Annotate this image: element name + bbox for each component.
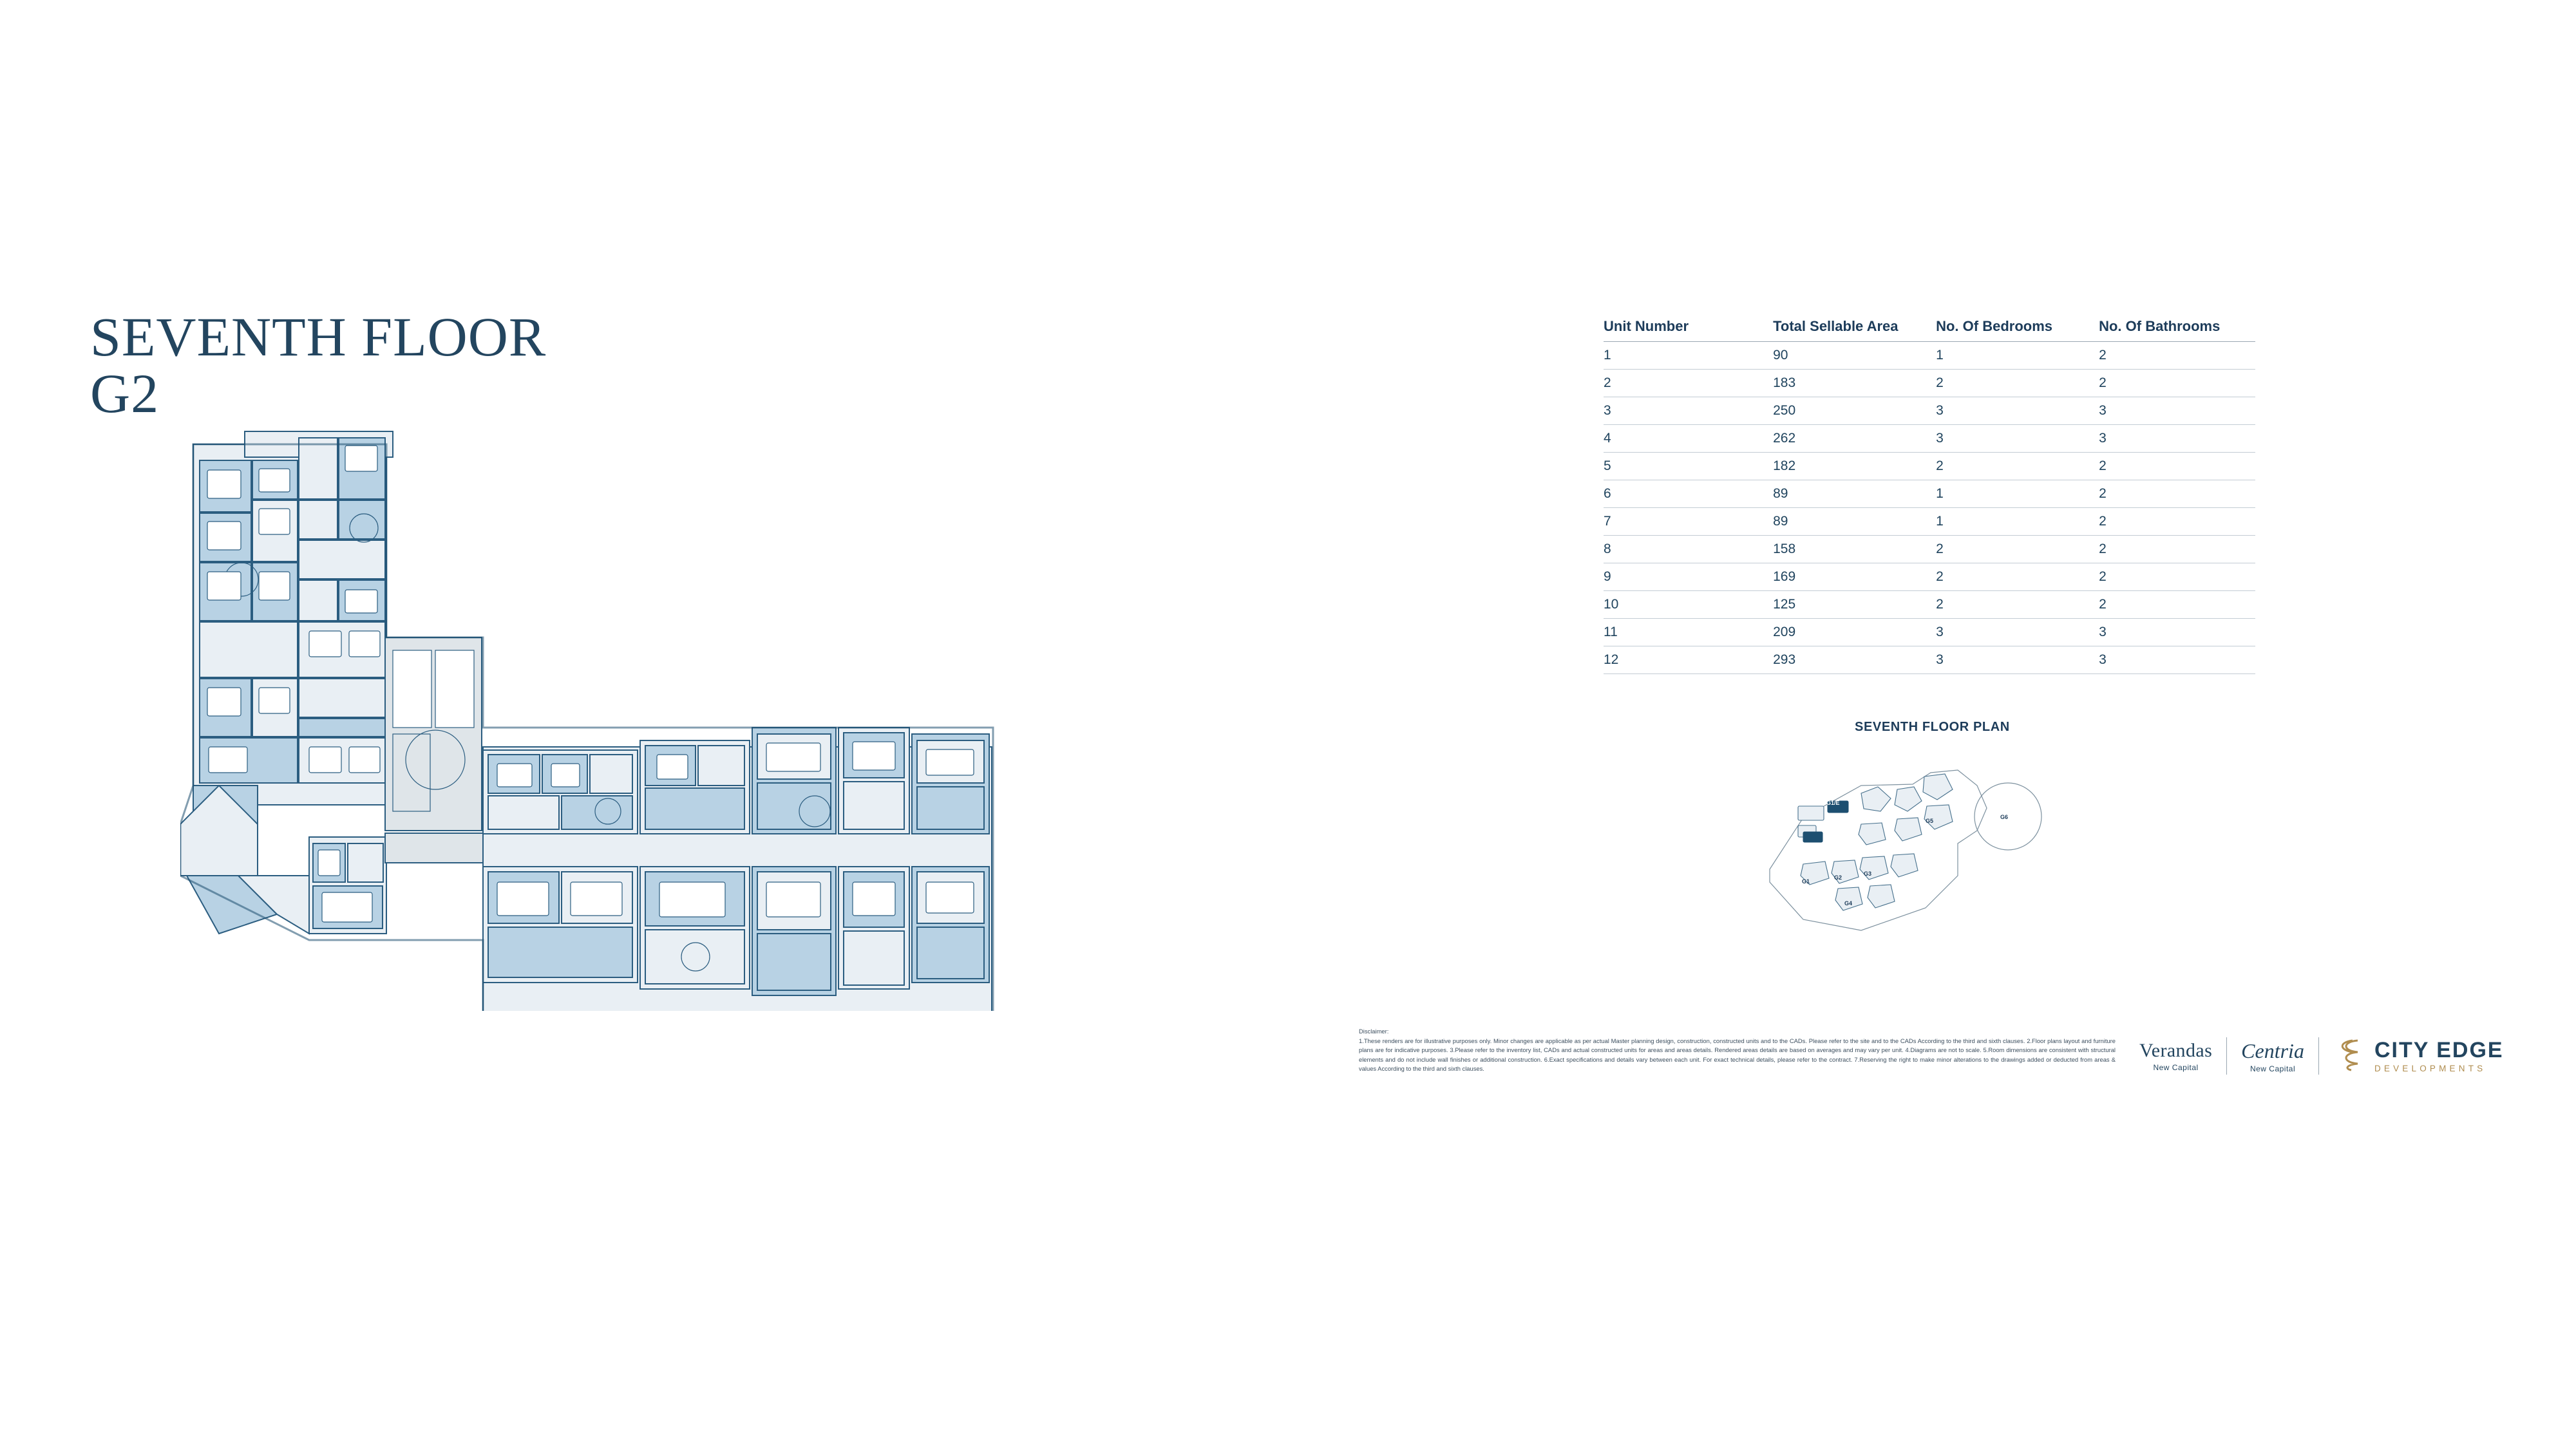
cell-bedrooms: 1 [1936, 508, 2099, 536]
floor-plan-drawing [180, 425, 1095, 1011]
keyplan-label-g1: G1 [1802, 878, 1810, 885]
cell-area: 89 [1773, 480, 1936, 508]
centria-logo-sub: New Capital [2249, 1064, 2296, 1073]
cell-area: 209 [1773, 619, 1936, 646]
table-row [1604, 370, 2255, 397]
cell-bedrooms: 2 [1936, 563, 2099, 591]
verandas-logo-main: Verandas [2139, 1040, 2213, 1061]
table-row [1604, 536, 2255, 563]
cell-bedrooms: 2 [1936, 370, 2099, 397]
unit-schedule-table [1604, 315, 2255, 674]
cell-bathrooms: 2 [2099, 453, 2255, 480]
cell-unit-number: 9 [1604, 563, 1773, 591]
page-title-line-2: G2 [90, 362, 160, 424]
table-row [1604, 591, 2255, 619]
cell-area: 183 [1773, 370, 1936, 397]
cell-area: 89 [1773, 508, 1936, 536]
table-header-total-sellable-area: Total Sellable Area [1773, 315, 1936, 342]
table-row [1604, 425, 2255, 453]
city-edge-logo [2319, 1037, 2504, 1076]
table-row [1604, 342, 2255, 370]
cell-unit-number: 1 [1604, 342, 1773, 370]
cell-unit-number: 6 [1604, 480, 1773, 508]
cell-unit-number: 12 [1604, 646, 1773, 674]
cell-area: 169 [1773, 563, 1936, 591]
plan-east-wing [483, 728, 992, 1011]
cell-bathrooms: 2 [2099, 370, 2255, 397]
cell-bedrooms: 3 [1936, 425, 2099, 453]
keyplan-diagram [1765, 747, 2099, 940]
keyplan-label-g6: G6 [2000, 814, 2009, 820]
cell-area: 293 [1773, 646, 1936, 674]
table-row [1604, 397, 2255, 425]
disclaimer-heading: Disclaimer: [1359, 1028, 1389, 1035]
cell-area: 262 [1773, 425, 1936, 453]
cell-bathrooms: 3 [2099, 397, 2255, 425]
disclaimer [1359, 1027, 2116, 1074]
cell-bedrooms: 1 [1936, 342, 2099, 370]
centria-logo [2227, 1039, 2318, 1073]
cell-unit-number: 10 [1604, 591, 1773, 619]
table-header-row [1604, 315, 2255, 342]
cell-bathrooms: 3 [2099, 619, 2255, 646]
cell-area: 125 [1773, 591, 1936, 619]
page-title [90, 306, 547, 424]
cell-area: 250 [1773, 397, 1936, 425]
cell-area: 90 [1773, 342, 1936, 370]
centria-logo-main: Centria [2241, 1039, 2304, 1062]
cell-bedrooms: 1 [1936, 480, 2099, 508]
city-edge-logo-sub: DEVELOPMENTS [2374, 1063, 2486, 1073]
keyplan-label-g1e: G1/E [1826, 800, 1840, 806]
cell-bathrooms: 2 [2099, 480, 2255, 508]
cell-unit-number: 2 [1604, 370, 1773, 397]
cell-bedrooms: 2 [1936, 453, 2099, 480]
table-row [1604, 453, 2255, 480]
keyplan-label-g4: G4 [1844, 900, 1853, 907]
cell-bathrooms: 2 [2099, 563, 2255, 591]
keyplan-label-g5: G5 [1926, 818, 1934, 824]
table-header-no-of-bedrooms: No. Of Bedrooms [1936, 315, 2099, 342]
plan-north-wing [180, 431, 393, 934]
cell-unit-number: 5 [1604, 453, 1773, 480]
cell-bedrooms: 3 [1936, 397, 2099, 425]
keyplan-label-g2: G2 [1834, 874, 1842, 881]
table-row [1604, 508, 2255, 536]
table-row [1604, 646, 2255, 674]
keyplan-title: SEVENTH FLOOR PLAN [1855, 720, 2010, 734]
cell-bathrooms: 2 [2099, 536, 2255, 563]
logo-bar [2125, 1027, 2504, 1085]
cell-bathrooms: 2 [2099, 342, 2255, 370]
table-header-unit-number: Unit Number [1604, 315, 1773, 342]
cell-bathrooms: 3 [2099, 646, 2255, 674]
cell-bathrooms: 3 [2099, 425, 2255, 453]
verandas-logo [2125, 1040, 2226, 1072]
disclaimer-body: 1.These renders are for illustrative purposes only. Minor changes are applicable as per actual Master planning design, construction, constructed units and to the CADs. Please refer to the site and to the CADs According to the third and sixth clauses. 2.Floor plans layout and furniture plans are for indicative purposes. 3.Please refer to the inventory list, CADs and actual constructed units for areas and areas details. Rendered areas details are based on averages and may vary per unit. 4.Diagrams are not to scale. 5.Room dimensions are consistent with structural elements and do not include wall finishes or additional construction. 6.Exact specifications and details vary between each unit. For exact technical details, please refer to the contract. 7.Reserving the right to make minor alterations to the drawings added or deducted from areas & values According to the third and sixth clauses. [1359, 1037, 2116, 1073]
table-header-no-of-bathrooms: No. Of Bathrooms [2099, 315, 2255, 342]
verandas-logo-sub: New Capital [2153, 1063, 2199, 1072]
cell-area: 182 [1773, 453, 1936, 480]
cell-unit-number: 7 [1604, 508, 1773, 536]
keyplan-label-g3: G3 [1864, 871, 1872, 877]
cell-bathrooms: 2 [2099, 508, 2255, 536]
cell-unit-number: 4 [1604, 425, 1773, 453]
cell-bedrooms: 2 [1936, 591, 2099, 619]
city-edge-mark-icon [2336, 1037, 2365, 1076]
cell-bathrooms: 2 [2099, 591, 2255, 619]
cell-bedrooms: 3 [1936, 646, 2099, 674]
cell-bedrooms: 3 [1936, 619, 2099, 646]
page-title-line-1: SEVENTH FLOOR [90, 306, 547, 368]
cell-unit-number: 3 [1604, 397, 1773, 425]
table-row [1604, 563, 2255, 591]
table-row [1604, 480, 2255, 508]
table-row [1604, 619, 2255, 646]
city-edge-logo-main: CITY EDGE [2374, 1037, 2504, 1062]
cell-area: 158 [1773, 536, 1936, 563]
cell-unit-number: 8 [1604, 536, 1773, 563]
cell-unit-number: 11 [1604, 619, 1773, 646]
cell-bedrooms: 2 [1936, 536, 2099, 563]
